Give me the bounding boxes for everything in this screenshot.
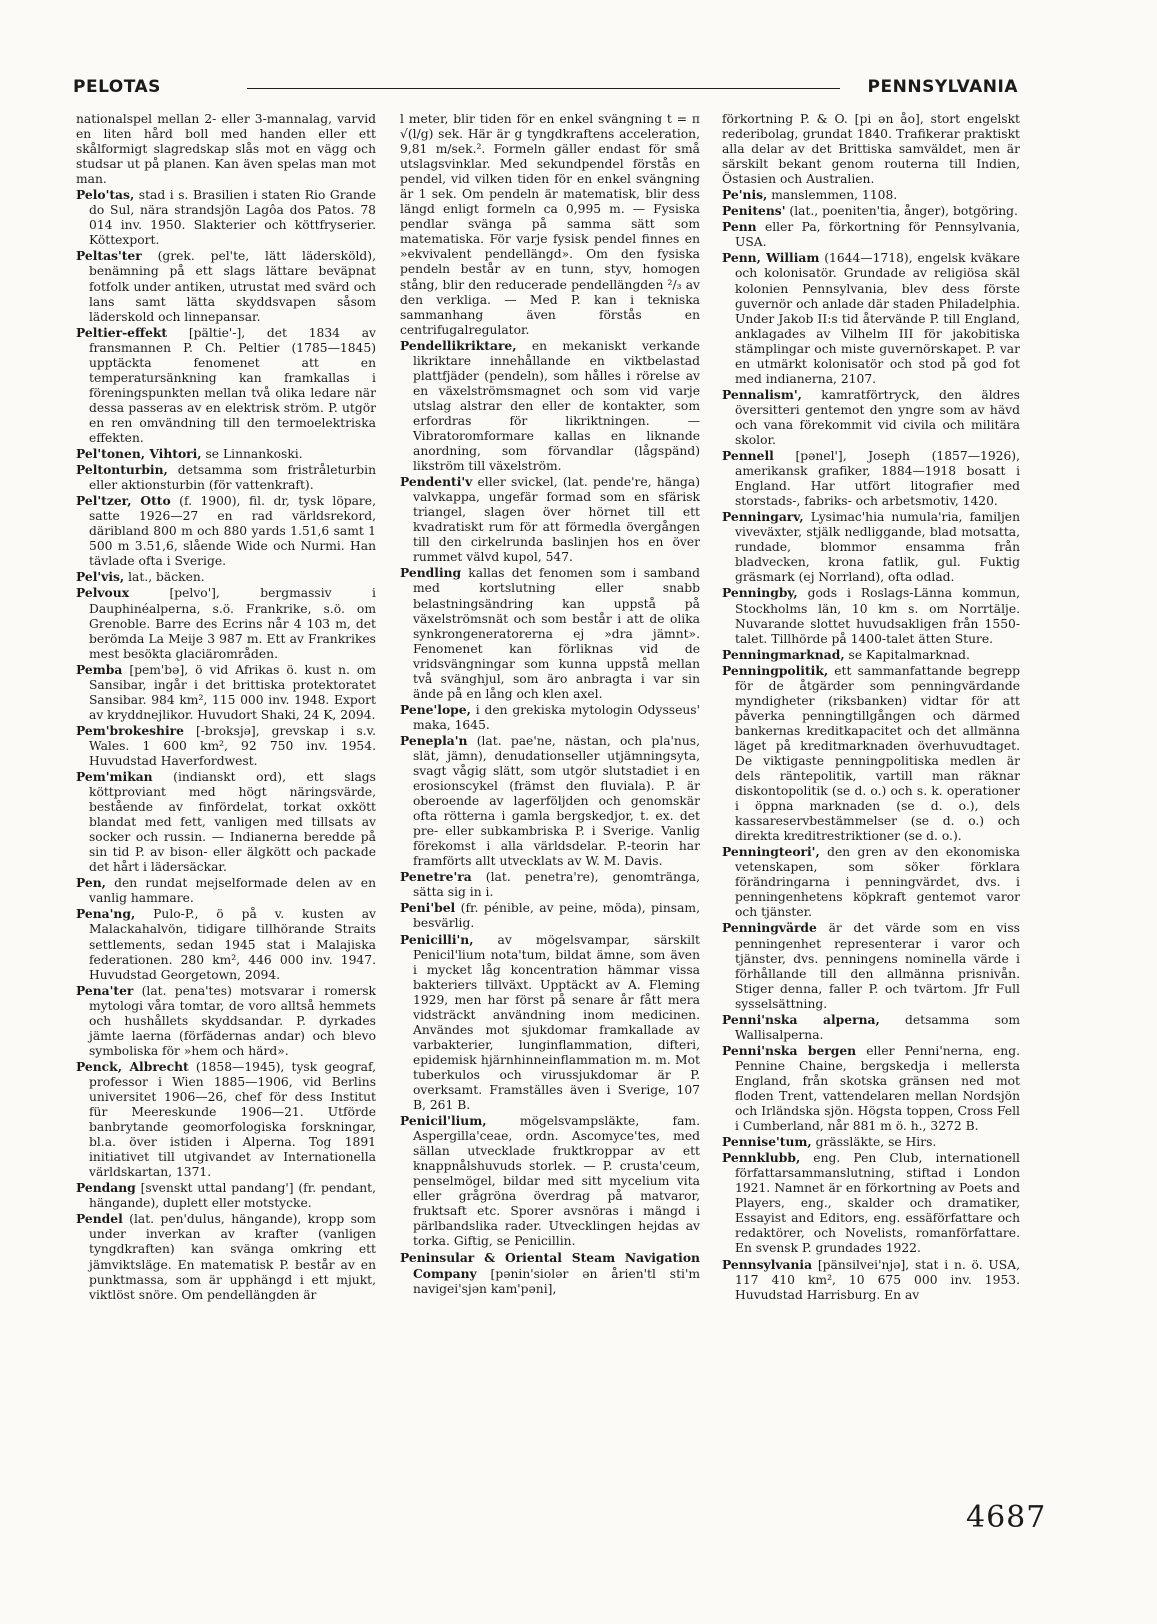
- dictionary-entry: [76, 585, 376, 661]
- entry-text: [pənin'siolər ən årien'tl sti'm navigei'sjən kam'pəni],: [413, 1266, 700, 1296]
- dictionary-entry: [76, 875, 376, 906]
- entry-headword: Pendang: [76, 1180, 136, 1196]
- dictionary-entry: [722, 1043, 1020, 1134]
- entry-text: se Linnankoski.: [201, 447, 303, 462]
- entry-headword: Penningteori',: [722, 844, 820, 860]
- column-right: [722, 112, 1020, 1303]
- entry-text: (f. 1900), fil. dr, tysk löpare, satte 1926—27 en rad världsrekord, däribland 800 m och 880 yards 1.51,6 samt 1 500 m 3.51,6, slående Wide och Nurmi. Han tävlade ofta i Sverige.: [89, 494, 376, 569]
- entry-text: den rundat mejselformade delen av en vanlig hammare.: [89, 876, 376, 906]
- dictionary-entry: [76, 493, 376, 569]
- entry-text: ett sammanfattande begrepp för de åtgärder som penningvärdande myndigheter (riksbanken) vidtar för att påverka penningtillgången och därmed bankernas kreditkapacitet och det allmänna läget på kreditmarknaden överhuvudtaget. De viktigaste penningpolitiska medlen är dels räntepolitik, vartill man räknar diskontopolitik (se d. o.) och s. k. operationer i öppna marknaden (se d. o.), dels kassareservbestämmelser (se d. o.) och direkta kreditrestriktioner (se d. o.).: [735, 663, 1020, 844]
- dictionary-entry: [76, 1059, 376, 1180]
- dictionary-entry: [722, 203, 1020, 219]
- dictionary-entry: [722, 647, 1020, 663]
- entry-headword: Pennise'tum,: [722, 1134, 812, 1150]
- entry-text: är det värde som en viss penningenhet representerar i varor och tjänster, dvs. penningens nominella värde i förhållande till den allmänna prisnivån. Stiger denna, faller P. och tvärtom. Jfr Full sysselsättning.: [735, 921, 1020, 1011]
- entry-text: (1644—1718), engelsk kväkare och kolonisatör. Grundade av religiösa skäl kolonien Pennsylvania, blev dess förste guvernör och anlade där staden Philadelphia. Under Jakob II:s tid återvände P. till England, anklagades av Vilhelm III för jakobitiska stämplingar och miste guvernörskapet. P. var en utmärkt kolonisatör och stod på god fot med indianerna, 2107.: [735, 251, 1020, 386]
- dictionary-entry: [722, 387, 1020, 448]
- entry-text: eng. Pen Club, internationell författarsammanslutning, stiftad i London 1921. Namnet är en förkortning av Poets and Players, eng., skalder och dramatiker, Essayist and Editors, eng. essäförfattare och redaktörer, och Novelists, romanförfattare. En svensk P. grundades 1922.: [735, 1151, 1020, 1256]
- entry-text: se Kapitalmarknad.: [844, 647, 970, 662]
- entry-text: (grek. pel'te, lätt lädersköld), benämning på ett slags lättare beväpnat fotfolk under antiken, utrustat med svärd och lans samt lätta skyddsvapen såsom läderskold och linnepansar.: [89, 249, 376, 324]
- entry-text: nationalspel mellan 2- eller 3-mannalag, varvid en liten hård boll med handen eller ett skålformigt slagredskap slås mot en vägg och studsar ut på planen. Kan även spelas man mot man.: [76, 112, 376, 187]
- entry-text: grässläkte, se Hirs.: [811, 1135, 937, 1150]
- entry-text: (fr. pénible, av peine, möda), pinsam, besvärlig.: [413, 901, 700, 931]
- entry-text: Pulo-P., ö på v. kusten av Malackahalvön, tidigare tillhörande Straits settlements, sedan 1945 stat i Malajiska federationen. 280 km², 446 000 inv. 1947. Huvudstad Georgetown, 2094.: [89, 907, 376, 982]
- entry-headword: Penn: [722, 219, 757, 235]
- dictionary-entry: [76, 569, 376, 585]
- entry-text: detsamma som fristråleturbin eller aktionsturbin (för vattenkraft).: [89, 463, 376, 493]
- entry-headword: Pennklubb,: [722, 1150, 801, 1166]
- entry-headword: Penni'nska bergen: [722, 1042, 857, 1058]
- dictionary-entry: [76, 112, 376, 187]
- entry-headword: Pennsylvania: [722, 1256, 813, 1272]
- entry-text: eller svickel, (lat. pende're, hänga) valvkappa, ungefär formad som en sfärisk triangel, slagen över hörnet till ett kvadratiskt rum för att förmedla övergången till den cirkelrunda baslinjen hos en över rummet välvd kupol, 547.: [413, 475, 700, 565]
- entry-headword: Peltonturbin,: [76, 462, 168, 478]
- dictionary-entry: [76, 462, 376, 493]
- entry-headword: Pem'brokeshire: [76, 722, 184, 738]
- entry-text: gods i Roslags-Länna kommun, Stockholms län, 10 km s. om Norrtälje. Nuvarande slottet huvudsakligen från 1550-talet. Tillhörde på 1400-talet ätten Sture.: [735, 586, 1020, 646]
- entry-text: (lat., poeniten'tia, ånger), botgöring.: [785, 204, 1018, 219]
- entry-headword: Penningpolitik,: [722, 662, 829, 678]
- dictionary-entry: [722, 448, 1020, 509]
- dictionary-entry: [400, 900, 700, 931]
- dictionary-entry: [722, 1150, 1020, 1256]
- dictionary-entry: [400, 565, 700, 701]
- entry-headword: Penningby,: [722, 585, 798, 601]
- entry-text: i den grekiska mytologin Odysseus' maka, 1645.: [413, 702, 700, 732]
- dictionary-entry: [400, 112, 700, 338]
- entry-headword: Penitens': [722, 203, 786, 219]
- entry-headword: Penni'nska alperna,: [722, 1011, 880, 1027]
- dictionary-entry: [722, 920, 1020, 1011]
- dictionary-entry: [76, 446, 376, 462]
- dictionary-entry: [76, 723, 376, 769]
- entry-headword: Penningvärde: [722, 920, 817, 936]
- entry-headword: Pena'ng,: [76, 906, 136, 922]
- entry-text: [pem'bə], ö vid Afrikas ö. kust n. om Sansibar, ingår i det brittiska protektoratet Sansibar. 984 km², 115 000 inv. 1948. Export av kryddnejlikor. Huvudort Shaki, 24 K, 2094.: [89, 662, 376, 722]
- dictionary-entry: [76, 769, 376, 875]
- dictionary-entry: [722, 1012, 1020, 1043]
- dictionary-entry: [400, 338, 700, 474]
- dictionary-entry: [722, 663, 1020, 845]
- column-left: [76, 112, 376, 1303]
- entry-text: manslemmen, 1108.: [767, 188, 898, 203]
- entry-text: (lat. pen'dulus, hängande), kropp som under inverkan av krafter (vanligen tyngdkraften) kan svänga omkring ett jämviktsläge. En matematisk P. består av en punktmassa, som är upphängd i ett mjukt, viktlöst snöre. Om pendellängden är: [89, 1212, 376, 1302]
- entry-headword: Pelo'tas,: [76, 187, 135, 203]
- dictionary-entry: [722, 219, 1020, 250]
- dictionary-entry: [400, 869, 700, 900]
- entry-headword: Pel'vis,: [76, 569, 125, 585]
- entry-text: [pelvo'], bergmassiv i Dauphinéalperna, s.ö. Frankrike, s.ö. om Grenoble. Barre des Ecrins når 4 103 m, det berömda La Meije 3 987 m. Ett av Frankrikes mest besökta glaciärområden.: [89, 586, 376, 661]
- entry-headword: Pelvoux: [76, 585, 130, 601]
- entry-text: lat., bäcken.: [124, 570, 205, 585]
- entry-headword: Peltas'ter: [76, 248, 142, 264]
- entry-headword: Penck, Albrecht: [76, 1058, 189, 1074]
- dictionary-entry: [76, 1211, 376, 1302]
- entry-text: en mekaniskt verkande likriktare innehållande en viktbelastad plattfjäder (pendeln), som hålles i rörelse av en växelströmsmagnet och som vid varje utslag alstrar den eller de kontakter, som erfordras för likriktningen. — Vibratoromformare kallas en liknande anordning, som förvandlar (lågspänd) likström till växelström.: [413, 338, 700, 474]
- entry-text: (lat. pena'tes) motsvarar i romersk mytologi våra tomtar, de voro alltså hemmets och hushållets skyddsandar. P. dyrkades jämte laerna (förfädernas andar) och blevo symboliska för »hem och härd».: [89, 983, 376, 1058]
- entry-text: [svenskt uttal pandang'] (fr. pendant, hängande), duplett eller motstycke.: [89, 1181, 376, 1211]
- entry-text: kallas det fenomen som i samband med kortslutning eller snabb belastningsändring kan uppstå på växelströmsnät och som består i att de olika synkrongeneratorerna ej »dra jämnt». Fenomenet kan förliknas vid de vridsvängningar som kunna uppstå mellan två svänghjul, som äro anbragta i var sin ände på en lång och klen axel.: [413, 566, 700, 701]
- dictionary-entry: [76, 187, 376, 248]
- dictionary-entry: [76, 983, 376, 1059]
- entry-text: eller Pa, förkortning för Pennsylvania, USA.: [735, 220, 1020, 250]
- entry-text: [pənel'], Joseph (1857—1926), amerikansk grafiker, 1884—1918 bosatt i England. Har utfört litografier med storstads-, fabriks- och arbetsmotiv, 1420.: [735, 449, 1020, 509]
- entry-headword: Penn, William: [722, 250, 820, 266]
- entry-headword: Pen,: [76, 875, 106, 891]
- entry-text: kamratförtryck, den äldres översitteri gentemot den yngre som av hävd och vana förekommit vid civila och militära skolor.: [735, 387, 1020, 447]
- entry-text: detsamma som Wallisalperna.: [735, 1012, 1021, 1042]
- dictionary-entry: [722, 1134, 1020, 1150]
- entry-headword: Pendling: [400, 565, 462, 581]
- entry-headword: Pendel: [76, 1211, 123, 1227]
- dictionary-entry: [722, 509, 1020, 585]
- entry-text: Lysimac'hia numula'ria, familjen viveväxter, stjälk nedliggande, blad motsatta, rundade, blommor ensamma från bladvecken, krona fatlik, gul. Fuktig gräsmark (ej Norrland), ofta odlad.: [735, 510, 1020, 585]
- entry-text: den gren av den ekonomiska vetenskapen, som söker förklara förändringarna i penningvärdet, dvs. i penningenhetens köpkraft gentemot varor och tjänster.: [735, 845, 1020, 920]
- entry-headword: Pemba: [76, 661, 123, 677]
- entry-headword: Pel'tonen, Vihtori,: [76, 446, 202, 462]
- dictionary-entry: [400, 932, 700, 1114]
- entry-text: l meter, blir tiden för en enkel svängning t = π √(l/g) sek. Här är g tyngdkraftens acceleration, 9,81 m/sek.². Formeln gäller endast för små utslagsvinklar. Med sekundpendel förstås en pendel, vid vilken tiden för en enkel svängning är 1 sek. Om pendeln är matematisk, blir dess längd enligt formeln ca 0,995 m. — Fysiska pendlar svänga på samma sätt som matematiska. För varje fysisk pendel finnes en »ekvivalent pendellängd». Om den fysiska pendeln består av en tunn, styv, homogen stång, blir den reducerade pendellängden ²/₃ av den verkliga. — Med P. kan i tekniska sammanhang även förstås en centrifugalregulator.: [400, 112, 700, 337]
- entry-headword: Pennalism',: [722, 386, 802, 402]
- entry-text: mögelsvampsläkte, fam. Aspergilla'ceae, ordn. Ascomyce'tes, med sällan utvecklade fruktkroppar av ett knappnålshuvuds storlek. — P. crusta'ceum, penselmögel, bildar med sitt mycelium vita eller grågröna överdrag på matvaror, fruktsaft etc. Sporer avsnöras i mängd i pärlbandslika rader. Utvecklingen hejdas av torka. Giftig, se Penicillin.: [413, 1114, 700, 1249]
- entry-text: av mögelsvampar, särskilt Penicil'lium nota'tum, bildat ämne, som även i mycket låg koncentration hämmar vissa bakteriers tillväxt. Upptäckt av A. Fleming 1929, men har först på senare år fått mera vidsträckt användning inom medicinen. Användes mot sjukdomar framkallade av varbakterier, lunginflammation, difteri, epidemisk hjärnhinneinflammation m. m. Mot tuberkulos och virussjukdomar är P. overksamt. Framställes även i Sverige, 107 B, 261 B.: [413, 932, 700, 1113]
- dictionary-entry: [722, 844, 1020, 920]
- header-left-word: PELOTAS: [73, 77, 161, 97]
- header-right-word: PENNSYLVANIA: [867, 77, 1018, 97]
- page-number: 4687: [966, 1500, 1047, 1535]
- entry-headword: Pel'tzer, Otto: [76, 493, 171, 509]
- entry-headword: Pem'mikan: [76, 769, 153, 785]
- dictionary-entry: [400, 733, 700, 869]
- dictionary-entry: [76, 248, 376, 324]
- entry-text: (1858—1945), tysk geograf, professor i Wien 1885—1906, vid Berlins universitet 1906—26, chef för dess Institut für Meereskunde 1906—21. Utförde banbrytande geomorfologiska forskningar, bl.a. över istiden i Alperna. Tog 1891 initiativet till utgivandet av Internationella världskartan, 1371.: [89, 1059, 376, 1180]
- entry-headword: Penningarv,: [722, 509, 804, 525]
- entry-headword: Pendellikriktare,: [400, 337, 517, 353]
- entry-text: förkortning P. & O. [pi ən åo], stort engelskt rederibolag, grundat 1840. Trafikerar praktiskt alla delar av det Brittiska samväldet, men är särskilt bekant genom routerna till Indien, Östasien och Australien.: [722, 112, 1020, 187]
- dictionary-entry: [76, 906, 376, 982]
- header-rule: [247, 88, 840, 89]
- dictionary-entry: [400, 474, 700, 565]
- entry-headword: Pena'ter: [76, 982, 134, 998]
- entry-text: (indianskt ord), ett slags köttproviant med högt näringsvärde, bestående av finfördelat, torkat oxkött blandat med fett, vanligen med tillsats av socker och russin. — Indianerna beredde på sin tid P. av bison- eller älgkött och packade det hårt i lädersäckar.: [89, 770, 376, 875]
- entry-headword: Pendenti'v: [400, 474, 473, 490]
- entry-headword: Penningmarknad,: [722, 646, 845, 662]
- entry-text: stad i s. Brasilien i staten Rio Grande do Sul, nära strandsjön Lagôa dos Patos. 78 014 inv. 1950. Slakterier och köttfryserier. Köttexport.: [89, 188, 376, 248]
- entry-text: [-broksjə], grevskap i s.v. Wales. 1 600 km², 92 750 inv. 1954. Huvudstad Haverfordwest.: [89, 723, 376, 768]
- entry-headword: Pe'nis,: [722, 187, 768, 203]
- column-middle: [400, 112, 700, 1297]
- entry-headword: Penetre'ra: [400, 869, 472, 885]
- entry-headword: Peni'bel: [400, 900, 456, 916]
- entry-text: (lat. pae'ne, nästan, och pla'nus, slät, jämn), denudationseller utjämningsyta, svagt vågig slätt, som utgör slutstadiet i en erosionscykel (främst den fluviala). P. är oberoende av lagerföljden och genomskär ofta rötterna i gamla bergskedjor, t. ex. det pre- eller subkambriska P. i Sverige. Vanlig förekomst i alla världsdelar. P.-teorin har framförts allt utvecklats av W. M. Davis.: [413, 733, 700, 869]
- dictionary-entry: [722, 585, 1020, 646]
- dictionary-entry: [76, 662, 376, 723]
- entry-text: [pänsilvei'njə], stat i n. ö. USA, 117 410 km², 10 675 000 inv. 1953. Huvudstad Harrisburg. En av: [735, 1257, 1020, 1302]
- dictionary-entry: [722, 112, 1020, 187]
- dictionary-entry: [722, 1257, 1020, 1303]
- dictionary-entry: [400, 1250, 700, 1297]
- entry-headword: Peninsular & Oriental Steam Navigation Company: [400, 1249, 700, 1281]
- entry-headword: Pene'lope,: [400, 701, 471, 717]
- entry-headword: Penicil'lium,: [400, 1113, 487, 1129]
- dictionary-entry: [400, 702, 700, 733]
- entry-headword: Peltier-effekt: [76, 324, 168, 340]
- running-header: [73, 77, 1018, 99]
- entry-text: (lat. penetra're), genomtränga, sätta sig in i.: [413, 870, 700, 900]
- dictionary-entry: [722, 187, 1020, 203]
- dictionary-entry: [76, 1180, 376, 1211]
- entry-text: eller Penni'nerna, eng. Pennine Chaine, bergskedja i mellersta England, från skotska gränsen ned mot floden Trent, vattendelaren mellan Nordsjön och Irländska sjön. Högsta toppen, Cross Fell i Cumberland, når 881 m ö. h., 3272 B.: [735, 1043, 1021, 1134]
- dictionary-entry: [76, 325, 376, 446]
- entry-headword: Pennell: [722, 448, 774, 464]
- dictionary-entry: [400, 1113, 700, 1249]
- entry-headword: Penicilli'n,: [400, 931, 474, 947]
- dictionary-entry: [722, 250, 1020, 386]
- entry-headword: Penepla'n: [400, 732, 468, 748]
- entry-text: [pältie'-], det 1834 av fransmannen P. Ch. Peltier (1785—1845) upptäckta fenomenet att en temperatursänkning kan framkallas i föreningspunkten mellan två olika ledare när dessa passeras av en elektrisk ström. P. utgör en ren omvändning till den termoelektriska effekten.: [89, 325, 376, 445]
